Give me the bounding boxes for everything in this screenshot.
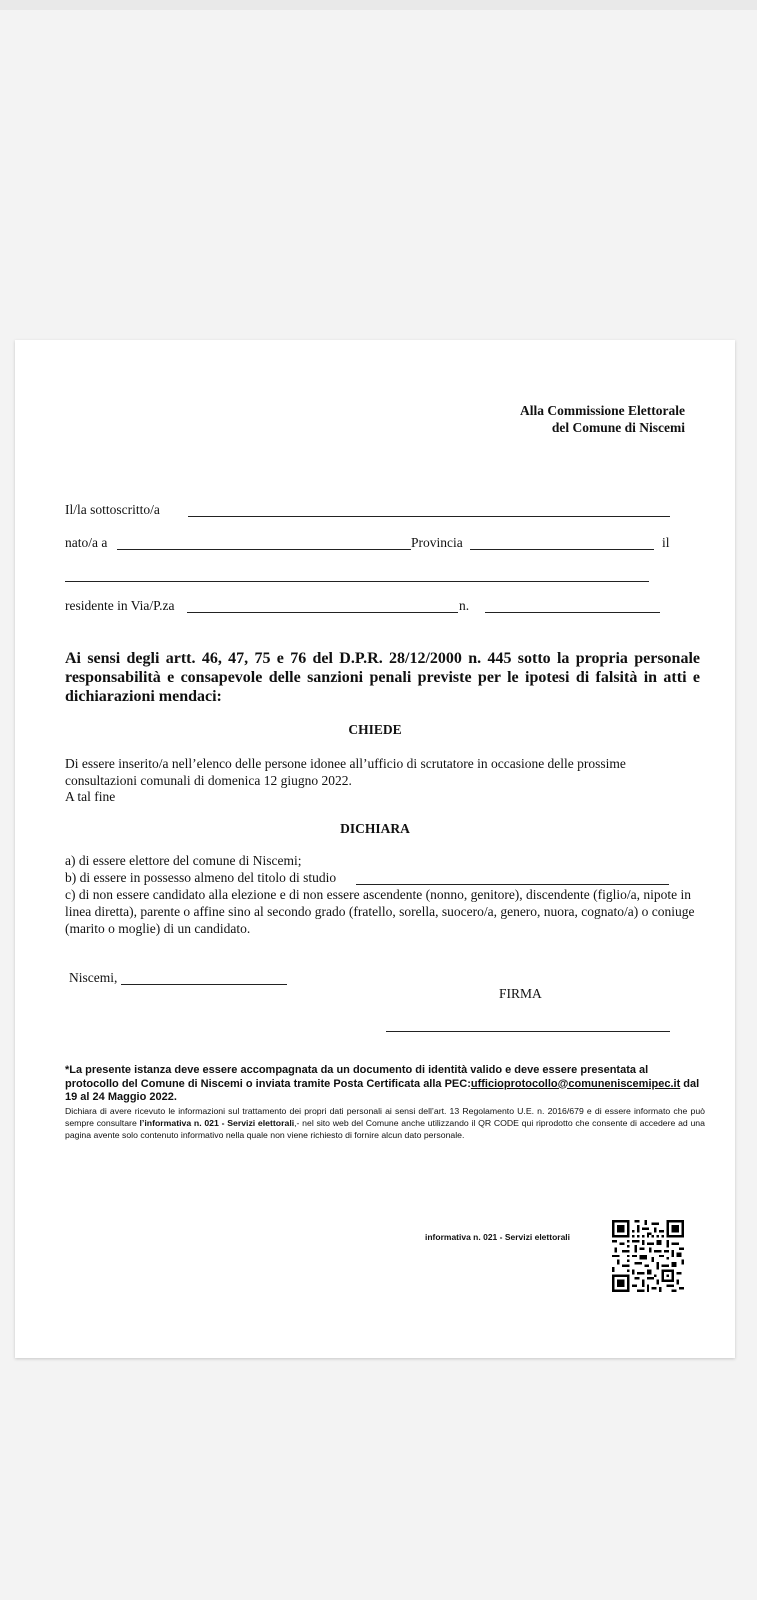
dichiara-item-c: c) di non essere candidato alla elezione e di non essere ascendente (nonno, genitore), discendente (figlio/a, nipote in linea diretta), parente o affine sino al secondo grado (fratello, sorella, suocero/a, genero, nuora, cognato/a) o coniuge (marito o moglie) di un candidato. bbox=[65, 887, 695, 936]
chiede-line-1: Di essere inserito/a nell’elenco delle persone idonee all’ufficio di scrutatore in occasione delle prossime bbox=[65, 756, 626, 771]
chiede-heading: CHIEDE bbox=[348, 722, 402, 737]
numero-civico-field-line[interactable] bbox=[485, 612, 660, 613]
dichiara-item-a: a) di essere elettore del comune di Niscemi; bbox=[65, 853, 302, 868]
privacy-part2: ,- nel sito web del Comune anche utilizzando il QR CODE qui riprodotto che consente di accedere ad una pagina avente solo contenuto informativo nella quale non viene richiesto di fornire alcun dato personale. bbox=[65, 1118, 705, 1140]
privacy-part1: Dichiara di avere ricevuto le informazioni sul trattamento dei propri dati personali ai sensi dell’art. 13 Regolamento U.E. n. 2016/679 e di essere informato che può sempre consultare bbox=[65, 1106, 705, 1128]
date-field-line[interactable] bbox=[121, 984, 287, 985]
titolo-studio-field-line[interactable] bbox=[356, 884, 669, 885]
qr-caption: informativa n. 021 - Servizi elettorali bbox=[425, 1232, 571, 1242]
qr-code-icon[interactable] bbox=[612, 1220, 684, 1292]
recipient-line-1: Alla Commissione Elettorale bbox=[520, 403, 685, 418]
footer-note bbox=[65, 1064, 705, 1105]
privacy-note bbox=[65, 1105, 705, 1141]
provincia-label: Provincia bbox=[411, 535, 463, 550]
footer-note-part1: *La presente istanza deve essere accompagnata da un documento di identità valido e deve essere presentata al protocollo del Comune di Niscemi o inviata tramite Posta Certificata alla PEC: bbox=[65, 1064, 649, 1090]
luogo-nascita-field-line[interactable] bbox=[117, 549, 411, 550]
signature-field-line[interactable] bbox=[386, 1031, 670, 1032]
chiede-line-2: consultazioni comunali di domenica 12 giugno 2022. bbox=[65, 773, 352, 788]
privacy-informativa: l’informativa n. 021 - Servizi elettorali bbox=[139, 1118, 295, 1128]
dichiara-item-b: b) di essere in possesso almeno del titolo di studio bbox=[65, 870, 337, 885]
provincia-field-line[interactable] bbox=[470, 549, 654, 550]
nato-label: nato/a a bbox=[65, 535, 108, 550]
residente-label: residente in Via/P.za bbox=[65, 598, 175, 613]
place-label: Niscemi, bbox=[69, 970, 118, 985]
signature-label: FIRMA bbox=[499, 986, 542, 1001]
dichiara-heading: DICHIARA bbox=[340, 821, 410, 836]
pec-address-link[interactable]: ufficioprotocollo@comuneniscemipec.it bbox=[470, 1077, 681, 1090]
sottoscritto-field-line[interactable] bbox=[188, 516, 670, 517]
sottoscritto-label: Il/la sottoscritto/a bbox=[65, 502, 160, 517]
footer-note-part2: dal 19 al 24 Maggio 2022. bbox=[65, 1077, 700, 1103]
chiede-line-3: A tal fine bbox=[65, 789, 116, 804]
numero-label: n. bbox=[459, 598, 470, 613]
data-nascita-field-line[interactable] bbox=[65, 581, 649, 582]
document-page bbox=[15, 340, 735, 1358]
recipient-line-2: del Comune di Niscemi bbox=[551, 420, 685, 435]
indirizzo-field-line[interactable] bbox=[187, 612, 458, 613]
viewer-top-bar bbox=[0, 0, 757, 10]
declaration-intro: Ai sensi degli artt. 46, 47, 75 e 76 del D.P.R. 28/12/2000 n. 445 sotto la propria personale responsabilità e consapevole delle sanzioni penali previste per le ipotesi di falsità in atti e dichiarazioni mendaci: bbox=[65, 650, 700, 705]
il-label: il bbox=[662, 535, 670, 550]
